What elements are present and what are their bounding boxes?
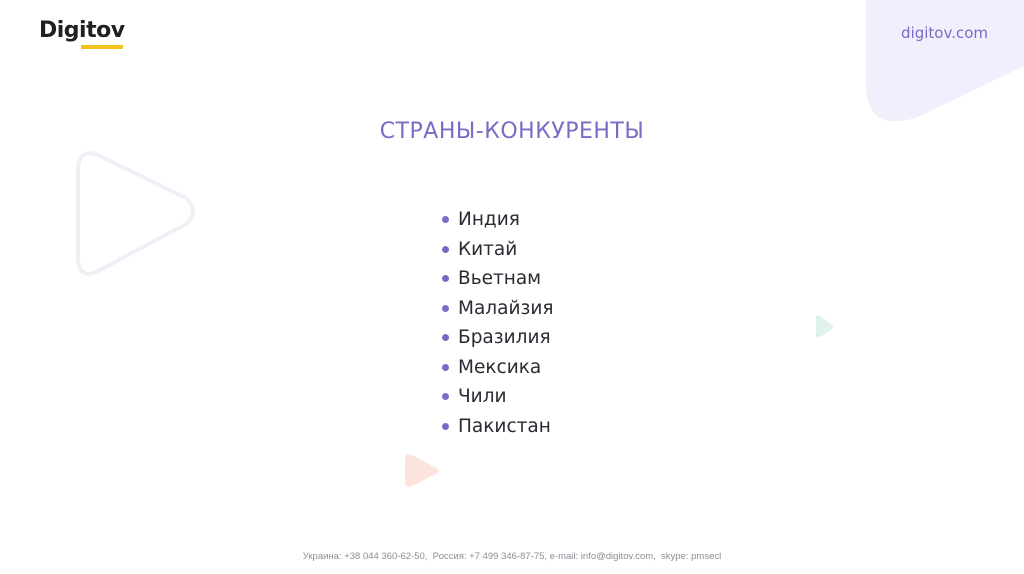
country-list-item <box>442 294 553 324</box>
bullet-icon <box>442 275 449 282</box>
country-list-item <box>442 412 553 442</box>
bullet-icon <box>442 246 449 253</box>
bullet-icon <box>442 423 449 430</box>
country-list-item <box>442 382 553 412</box>
website-label: digitov.com <box>901 24 988 42</box>
footer-contacts: Украина: +38 044 360-62-50, Россия: +7 499 346-87-75, e-mail: info@digitov.com, skype: pmsecl <box>302 551 722 562</box>
country-name: Пакистан <box>458 415 551 437</box>
small-pink-triangle <box>405 454 439 487</box>
country-list-item <box>442 323 553 353</box>
bullet-icon <box>442 334 449 341</box>
country-name: Китай <box>458 238 518 260</box>
country-name: Бразилия <box>458 327 551 348</box>
digitov-logo: Digitov <box>39 18 125 43</box>
country-name: Индия <box>458 209 520 230</box>
country-list-item <box>442 264 553 294</box>
country-name: Вьетнам <box>458 268 542 289</box>
competitor-countries-list <box>442 205 553 441</box>
country-list-item <box>442 205 553 235</box>
country-name: Чили <box>458 386 507 407</box>
slide-title: СТРАНЫ-КОНКУРЕНТЫ <box>379 119 645 144</box>
bullet-icon <box>442 216 449 223</box>
outline-play-triangle <box>78 153 193 274</box>
country-name: Малайзия <box>458 297 554 319</box>
bullet-icon <box>442 393 449 400</box>
small-teal-triangle <box>816 315 833 337</box>
country-list-item <box>442 353 553 383</box>
bullet-icon <box>442 364 449 371</box>
bullet-icon <box>442 305 449 312</box>
top-right-play-shape <box>866 0 1024 121</box>
country-list-item <box>442 235 553 265</box>
country-name: Мексика <box>458 356 542 378</box>
logo-underline <box>81 45 123 49</box>
